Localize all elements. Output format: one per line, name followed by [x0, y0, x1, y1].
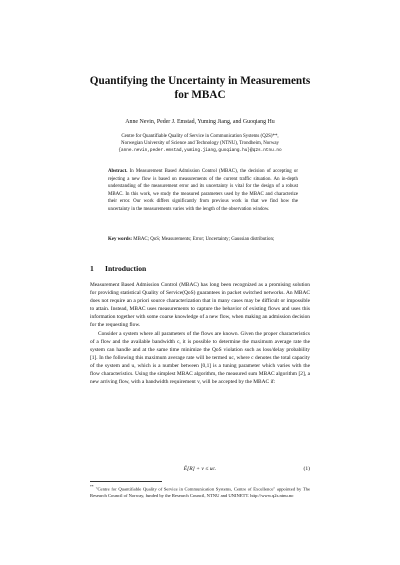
equation-expression: Ê[R] + ν ≤ uc.: [183, 466, 217, 472]
equation-number: (1): [303, 466, 310, 472]
footnote-divider: [90, 481, 162, 482]
section-title: Introduction: [105, 264, 147, 273]
affiliation-line-1: Centre for Quantifiable Quality of Service in Communication Systems (Q2S)**,: [121, 134, 279, 139]
title-line-1: Quantifying the Uncertainty in Measurements: [89, 75, 311, 87]
keywords: [108, 236, 298, 244]
affiliation: [80, 133, 320, 155]
abstract-label: Abstract.: [108, 169, 128, 174]
abstract-text: In Measurement Based Admission Control (MBAC), the decision of accepting or rejecting a new flow is based on measurements of the current traffic situation. An in-depth understanding of the measurement error and its uncertainty is vital for the design of a robust MBAC. In this work, we study the measured parameters used by the MBAC and characterize their error. Our work differs significantly from previous work in that we find how the uncertainty in the measurements varies with the length of the observation window.: [108, 169, 298, 212]
keywords-text: MBAC; QoS; Measurements; Error; Uncertainty; Gaussian distribution;: [133, 237, 275, 242]
paper-title: [60, 74, 340, 102]
body-paragraph-1: Measurement Based Admission Control (MBAC) has long been recognized as a promising solution for providing statistical Quality of Service(QoS) guarantees in packet switched networks. An MBAC does not require an a priori source characterization that in many cases may be difficult or impossible to attain. Instead, MBAC uses measurements to capture the behavior of existing flows and uses this information together with some coarse knowledge of a new flow, when making an admission decision for the requesting flow.: [90, 282, 310, 329]
section-number: 1: [90, 264, 94, 273]
footnote-text: "Centre for Quantifiable Quality of Service in Communication Systems, Centre of Excellence" appointed by The Research Council of Norway, funded by the Research Council, NTNU and UNINETT. http://www.q2s.ntnu.no: [90, 486, 310, 499]
abstract: [108, 168, 298, 214]
footnote: [90, 484, 310, 500]
author-emails: {anne.nevin,peder.emstad,yuming.jiang,guoqiang.hu}@q2s.ntnu.no: [118, 148, 282, 154]
footnote-mark: **: [90, 485, 94, 489]
author-list: Anne Nevin, Peder J. Emstad, Yuming Jiang, and Guoqiang Hu: [125, 119, 275, 125]
body-paragraph-2: Consider a system where all parameters of the flows are known. Given the proper characteristics of a flow and the available bandwidth c, it is possible to determine the maximum average rate the system can handle and at the same time minimize the QoS violation such as loss/delay probability [1]. In the following this maximum average rate will be termed uc, where c denotes the total capacity of the system and u, which is a number between [0,1] is a tuning parameter which varies with the flow characteristics. Using the simplest MBAC algorithm, the measured sum MBAC algorithm [2], a new arriving flow, with a bandwidth requirement v, will be accepted by the MBAC if:: [90, 330, 310, 386]
keywords-label: Key words:: [108, 237, 133, 242]
section-heading: [90, 264, 310, 274]
affiliation-line-2: Norwegian University of Science and Technology (NTNU), Trondheim, Norway: [121, 141, 279, 147]
section-body: [90, 281, 310, 386]
title-line-2: for MBAC: [174, 89, 226, 101]
